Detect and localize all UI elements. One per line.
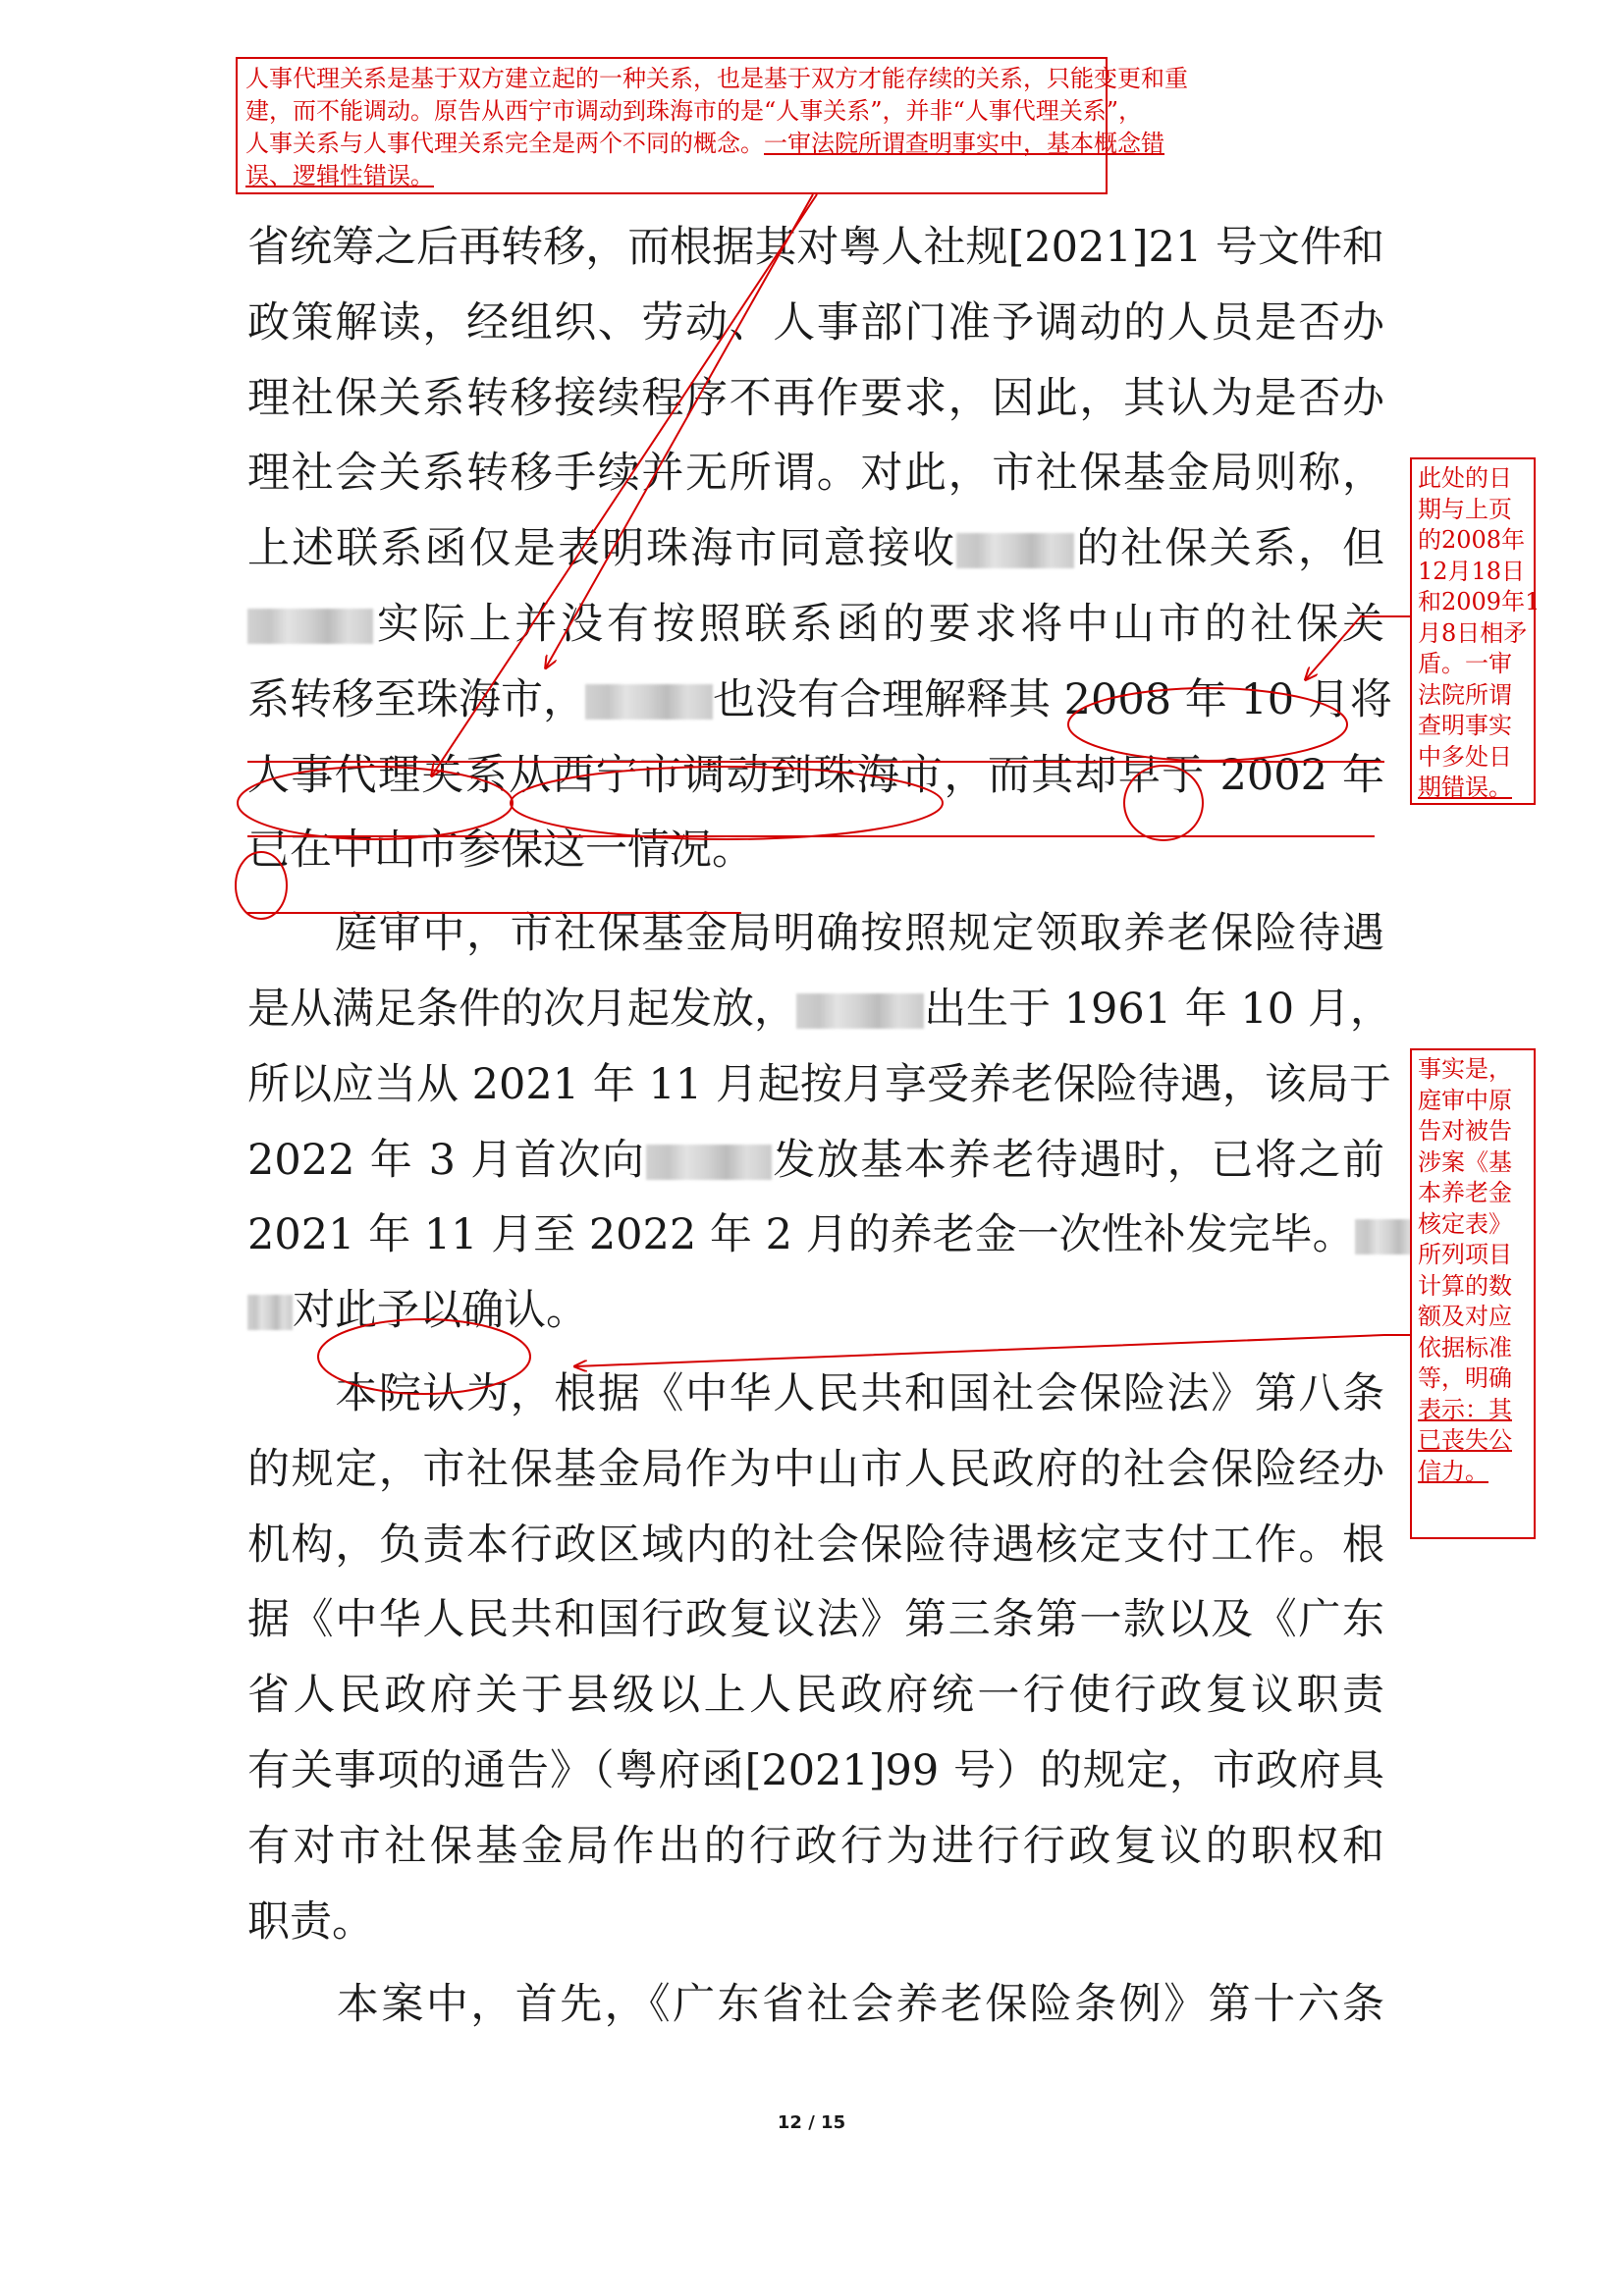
body-line: 所以应当从 2021 年 11 月起按月享受养老保险待遇，该局于 xyxy=(247,1059,1391,1109)
body-text-segment: 是从满足条件的次月起发放， xyxy=(247,985,796,1034)
body-line: 省统筹之后再转移，而根据其对粤人社规[2021]21 号文件和 xyxy=(247,223,1384,272)
body-line: 理社会关系转移手续并无所谓。对此，市社保基金局则称， xyxy=(247,449,1384,499)
body-line: 有对市社保基金局作出的行政行为进行行政复议的职权和 xyxy=(247,1821,1384,1871)
annotation-box-date-error xyxy=(1410,457,1541,805)
annotation-line: 庭审中原 xyxy=(1418,1086,1512,1114)
redacted-name xyxy=(956,533,1074,568)
annotation-line: 月8日相矛 xyxy=(1418,618,1528,647)
annotation-line: 和2009年1 xyxy=(1418,588,1541,615)
body-text-segment: 2021 年 11 月至 2022 年 2 月的养老金一次性补发完毕。 xyxy=(247,1210,1355,1260)
annotation-line: 核定表》 xyxy=(1418,1209,1512,1238)
annotation-line: 期与上页 xyxy=(1418,495,1512,523)
body-line xyxy=(247,665,1392,735)
body-line: 理社保关系转移接续程序不再作要求，因此，其认为是否办 xyxy=(247,373,1384,423)
annotation-top-line: 误、逻辑性错误。 xyxy=(245,162,434,189)
annotation-line: 事实是， xyxy=(1418,1055,1512,1083)
body-text-segment: 实际上并没有按照联系函的要求将中山市的社保关 xyxy=(373,600,1384,649)
body-line: 职责。 xyxy=(247,1896,374,1947)
annotation-line: 12月18日 xyxy=(1418,557,1526,585)
redacted-name xyxy=(247,609,373,644)
body-line xyxy=(247,513,1384,584)
annotation-line: 依据标准 xyxy=(1418,1333,1512,1362)
annotation-line: 表示：其 xyxy=(1418,1395,1512,1423)
body-text-segment: 系转移至珠海市， xyxy=(247,674,585,724)
annotation-line: 此处的日 xyxy=(1418,464,1512,492)
redacted-name xyxy=(796,993,924,1029)
body-line: 机构，负责本行政区域内的社会保险待遇核定支付工作。根 xyxy=(247,1520,1384,1570)
body-text-segment: 发放基本养老待遇时，已将之前 xyxy=(771,1135,1385,1185)
body-text-segment: 也没有合理解释其 2008 年 10 月将 xyxy=(713,674,1392,724)
annotation-line: 信力。 xyxy=(1418,1457,1488,1485)
body-text-segment: 的社保关系，但 xyxy=(1074,524,1385,574)
body-line: 有关事项的通告》（粤府函[2021]99 号）的规定，市政府具 xyxy=(247,1746,1384,1795)
annotation-line: 本养老金 xyxy=(1418,1179,1512,1206)
annotation-line: 涉案《基 xyxy=(1418,1148,1512,1176)
annotation-line: 中多处日 xyxy=(1418,742,1512,771)
body-text-segment: 对此予以确认。 xyxy=(293,1286,588,1336)
annotation-line: 等，明确 xyxy=(1418,1364,1512,1392)
body-line: 省人民政府关于县级以上人民政府统一行使行政复议职责 xyxy=(247,1671,1384,1721)
annotation-top-line: 人事关系与人事代理关系完全是两个不同的概念。一审法院所谓查明事实中，基本概念错 xyxy=(245,130,1164,157)
body-text-segment: 2022 年 3 月首次向 xyxy=(247,1135,646,1185)
annotation-line: 告对被告 xyxy=(1418,1117,1512,1145)
body-line: 本案中，首先，《广东省社会养老保险条例》第十六条 xyxy=(247,1980,1384,2030)
annotation-top-line: 人事代理关系是基于双方建立起的一种关系，也是基于双方才能存续的关系，只能变更和重 xyxy=(245,65,1188,92)
body-line: 据《中华人民共和国行政复议法》第三条第一款以及《广东 xyxy=(247,1595,1384,1645)
body-line xyxy=(247,1275,1384,1346)
annotation-box-credibility xyxy=(1410,1048,1536,1539)
body-line: 的规定，市社保基金局作为中山市人民政府的社会保险经办 xyxy=(247,1444,1384,1494)
body-line: 本院认为，根据《中华人民共和国社会保险法》第八条 xyxy=(247,1369,1384,1418)
page-number: 12 / 15 xyxy=(777,2112,846,2133)
body-line: 人事代理关系从西宁市调动到珠海市，而其却早于 2002 年 xyxy=(247,750,1384,800)
body-line: 已在中山市参保这一情况。 xyxy=(247,826,754,876)
body-text-segment: 出生于 1961 年 10 月， xyxy=(924,985,1392,1034)
body-text-segment: 上述联系函仅是表明珠海市同意接收 xyxy=(247,524,957,574)
body-line xyxy=(247,589,1384,660)
body-line xyxy=(247,1125,1384,1196)
redacted-name xyxy=(646,1145,772,1180)
redacted-name xyxy=(247,1295,293,1330)
body-line: 庭审中，市社保基金局明确按照规定领取养老保险待遇 xyxy=(247,909,1384,959)
annotation-line: 已丧失公 xyxy=(1418,1426,1512,1454)
annotation-line: 计算的数 xyxy=(1418,1271,1512,1300)
annotation-line: 查明事实 xyxy=(1418,712,1512,739)
annotation-top-line: 建，而不能调动。原告从西宁市调动到珠海市的是“人事关系”，并非“人事代理关系”， xyxy=(245,97,1143,125)
annotation-line: 的2008年 xyxy=(1418,526,1526,554)
body-line: 政策解读，经组织、劳动、人事部门准予调动的人员是否办 xyxy=(247,297,1384,347)
body-line xyxy=(247,1200,1384,1270)
annotation-line: 期错误。 xyxy=(1418,774,1512,801)
annotation-line: 法院所谓 xyxy=(1418,680,1512,709)
annotation-line: 额及对应 xyxy=(1418,1303,1512,1330)
redacted-name xyxy=(585,684,713,720)
annotation-line: 盾。一审 xyxy=(1418,650,1512,677)
annotation-box-top xyxy=(236,57,1188,194)
body-line xyxy=(247,974,1392,1044)
annotation-line: 所列项目 xyxy=(1418,1241,1512,1268)
